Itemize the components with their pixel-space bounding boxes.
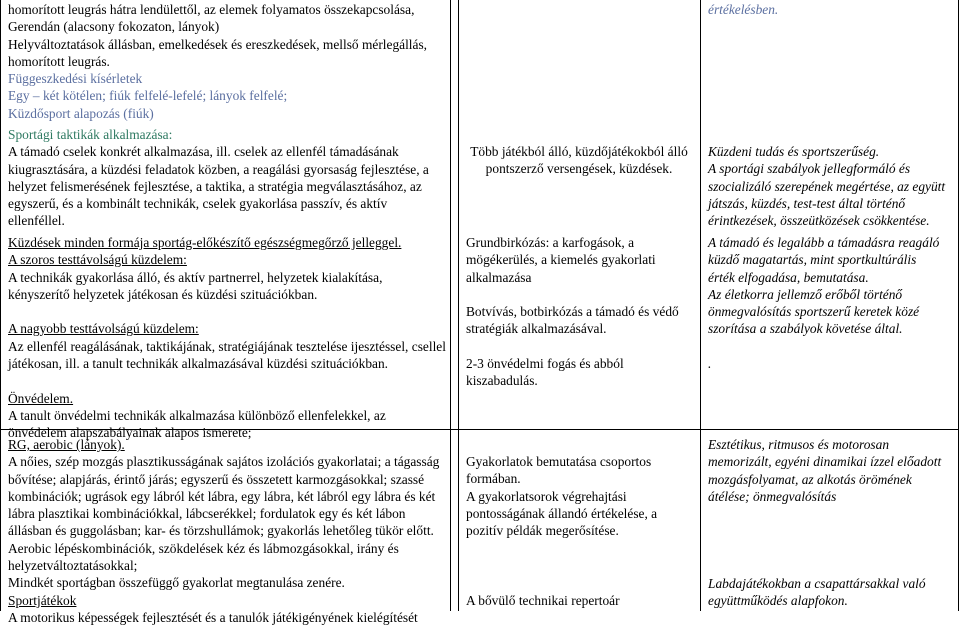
section-heading: Önvédelem. <box>8 390 74 406</box>
section-title: Sportági taktikák alkalmazása: <box>8 127 173 142</box>
text-line: küzdő magatartás, mint sportkultúrális <box>708 252 917 268</box>
text-line: lábra plasztikai kombinációkkal, lábcserékkel; fordulatok egy és két lábon <box>8 506 406 522</box>
section-heading: A nagyobb testtávolságú küzdelem: <box>8 321 199 337</box>
text-line: helyzet felismerésének fejlesztése, a taktika, a stratégia megválasztásához, az <box>8 178 422 194</box>
text-line: érték elfogadása, bemutatása. <box>708 269 869 285</box>
text-line: pozitív példák megerősítése. <box>466 523 619 539</box>
text-line: 2-3 önvédelmi fogás és abból <box>466 356 624 372</box>
text-line: Több játékból álló, küzdőjátékokból álló <box>470 144 688 159</box>
text-line: Mindkét sportágban összefüggő gyakorlat megtanulása zenére. <box>8 575 345 591</box>
section-heading: A szoros testtávolságú küzdelem: <box>8 252 187 268</box>
text-line: játékosan, ill. a tanult technikák alkalmazásával küzdési szituációkban. <box>8 356 389 372</box>
text-line: játszás, küzdés, test-test által történő <box>708 195 906 211</box>
row2-activities-cell <box>460 143 698 178</box>
column-divider-1 <box>450 0 451 611</box>
text-line: szorítása a szabályok követése által. <box>708 321 903 337</box>
row3-values-cell <box>708 234 954 372</box>
text-line: pontosságának állandó értékelése, a <box>466 505 658 521</box>
row2-content <box>8 126 448 230</box>
text-line: Az életkorra jellemző erőből történő <box>708 286 903 302</box>
row4-values-cell <box>708 436 954 505</box>
text-line: állásban és guggolásban; kar- és törzshullámok; gyakorlás lehetőleg tükör előtt. <box>8 523 434 539</box>
text-line: homorított leugrás. <box>8 53 110 69</box>
text-line: Helyváltoztatások állásban, emelkedések és ereszkedések, mellső mérlegállás, <box>8 36 428 52</box>
row1-content <box>8 1 448 122</box>
text-line: mögékerülés, a kiemelés gyakorlati <box>466 252 656 268</box>
row3-content <box>8 234 448 442</box>
text-line: Az ellenfél reagálásának, taktikájának, stratégiájának tesztelése ijesztéssel, csellel <box>8 338 446 354</box>
text-line: Grundbirkózás: a karfogások, a <box>466 235 635 250</box>
text-line: Botvívás, botbirkózás a támadó és védő <box>466 304 679 320</box>
text-line: A támadó cselek konkrét alkalmazása, ill. cselek az ellenfél támadásának <box>8 144 399 160</box>
text-line: Egy – két kötélen; fiúk felfelé-lefelé; lányok felfelé; <box>8 88 288 104</box>
text-line: értékelésben. <box>708 2 779 17</box>
text-line: helyzetváltoztatásokkal; <box>8 558 138 574</box>
text-line: A támadó és legalább a támadásra reagáló <box>708 235 940 250</box>
text-line: A gyakorlatsorok végrehajtási <box>466 488 627 504</box>
text-line: pontszerző versengések, küzdések. <box>485 161 673 177</box>
row2-values-cell <box>708 143 954 229</box>
text-line: Aerobic lépéskombinációk, szökdelések kéz és lábmozgásokkal, irány és <box>8 540 399 556</box>
text-line: érintkezések, összeütközések csökkentése. <box>708 213 930 229</box>
section-title: Sportjátékok <box>8 592 77 608</box>
text-line: Küzdősport alapozás (fiúk) <box>8 105 154 121</box>
text-line: A tanult önvédelmi technikák alkalmazása különböző ellenfelekkel, az <box>8 407 386 423</box>
text-line: kombinációk; ugrások egy lábról két lábra, egy lábra, két lábról egy lábra és két <box>8 488 436 504</box>
text-line: bővítése; alapjárás, érintő járás; egyszerű és összetett karmozgásokkal; szassé <box>8 471 425 487</box>
column-divider-3 <box>700 0 701 611</box>
row4-activities-cell <box>466 453 698 539</box>
text-line: formában. <box>466 471 521 487</box>
text-line: mozgásfolyamat, az alkotás örömének <box>708 471 912 487</box>
text-line: Függeszkedési kísérletek <box>8 71 143 87</box>
section-lead: Küzdések minden formája sportág-előkészítő egészségmegőrző jelleggel. <box>8 235 402 250</box>
text-line: A sportági szabályok jellegformáló és <box>708 161 911 177</box>
text-line: A bővülő technikai repertoár <box>466 593 620 608</box>
text-line: Gerendán (alacsony fokozaton, lányok) <box>8 19 220 35</box>
row5-values-cell <box>708 575 954 610</box>
text-line: memorizált, egyéni dinamikai ízzel előadott <box>708 454 942 470</box>
text-line: Labdajátékokban a csapattársakkal való <box>708 576 926 591</box>
text-line: Gyakorlatok bemutatása csoportos <box>466 454 652 469</box>
table-border-left <box>0 0 1 611</box>
row4-content <box>8 436 448 626</box>
section-title: RG, aerobic (lányok). <box>8 437 125 452</box>
text-line: . <box>708 356 712 372</box>
text-line: A nőies, szép mozgás plasztikusságának sajátos izolációs gyakorlatai; a tágasság <box>8 454 440 470</box>
text-line: Esztétikus, ritmusos és motorosan <box>708 437 890 452</box>
text-line: ellenféllel. <box>8 213 65 229</box>
text-line: A motorikus képességek fejlesztését és a tanulók játékigényének kielégítését <box>8 609 418 625</box>
text-line: önmegvalósítás sportszerű keretek közé <box>708 304 920 320</box>
text-line: alkalmazása <box>466 269 532 285</box>
text-line: kiszabadulás. <box>466 373 538 389</box>
text-line: A technikák gyakorlása álló, és aktív partnerrel, helyzetek kialakítása, <box>8 269 383 285</box>
column-divider-2 <box>458 0 459 611</box>
text-line: homorított leugrás hátra lendülettől, az elemek folyamatos összekapcsolása, <box>8 2 415 17</box>
text-line: kiugrasztására, a küzdési feladatok közben, a reagálási gyorsaság fejlesztése, a <box>8 161 429 177</box>
text-line: szocializáló szerepének megértése, az együtt <box>708 178 946 194</box>
row1-values-cell <box>708 1 954 18</box>
text-line: stratégiák alkalmazásával. <box>466 321 607 337</box>
text-line: önvédelem alapszabályainak alapos ismerete; <box>8 425 252 441</box>
text-line: együttműködés alapfokon. <box>708 593 848 609</box>
row3-activities-cell <box>466 234 698 390</box>
text-line: egyszerű, és a kombinált technikák, cselek gyakorlása passzív, és aktív <box>8 196 388 212</box>
row5-activities-cell <box>466 592 698 609</box>
text-line: kényszerítő helyzetek játékosan és küzdési szituációkban. <box>8 286 318 302</box>
text-line: Küzdeni tudás és sportszerűség. <box>708 144 880 159</box>
text-line: átélése; önmegvalósítás <box>708 488 837 504</box>
